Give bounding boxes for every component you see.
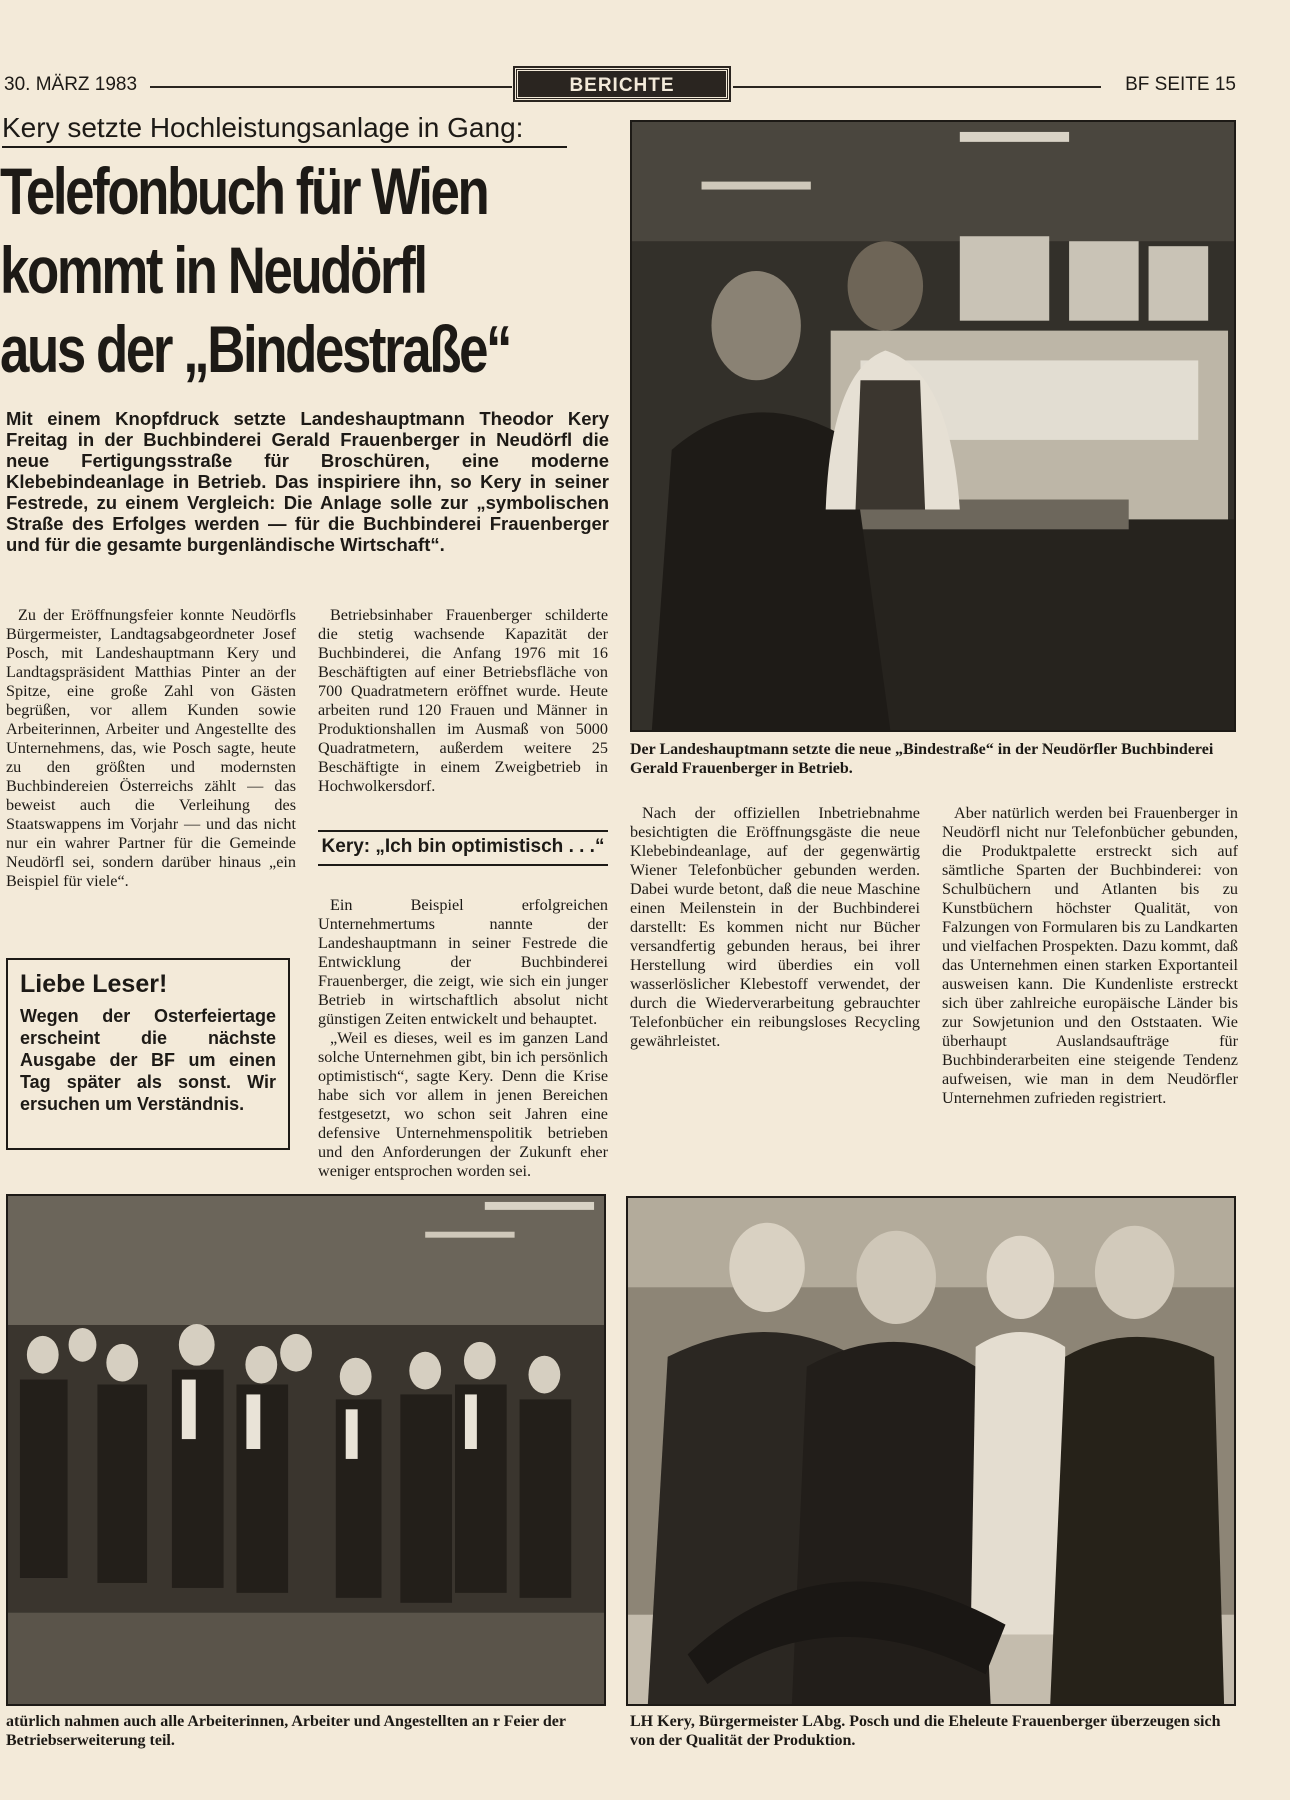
caption-photo-1: Der Landeshauptmann setzte die neue „Bindestraße“ in der Neudörfler Buchbinderei Gerald Frauenberger in Betrieb. (630, 741, 1214, 777)
paragraph: „Weil es dieses, weil es im ganzen Land solche Unternehmen gibt, bin ich persönlich optimistisch“, sagte Kery. Denn die Krise habe sich vor allem in jenen Bereichen festgesetzt, wo schon seit Jahren eine defensive Unternehmenspolitik betrieben und den Anforderungen der Zukunft eher weniger entsprochen worden sei. (318, 1029, 608, 1180)
article-column-4 (942, 804, 1238, 1108)
paragraph: Zu der Eröffnungsfeier konnte Neudörfls Bürgermeister, Landtagsabgeordneter Josef Posch, mit Landeshauptmann Kery und Landtagspräsident Matthias Pinter an der Spitze, eine große Zahl von Gästen begrüßen, vor allem Kunden sowie Arbeiterinnen, Arbeiter und Angestellte des Unternehmens, das, wie Posch sagte, heute zu den größten und modernsten Buchbindereien Österreichs zählt — das beweist auch die Verleihung des Staatswappens im Vorjahr — und das nicht nur ein wahrer Partner für die Gemeinde Neudörfl sei, sondern darüber hinaus „ein Beispiel für viele“. (6, 606, 296, 890)
article-lead: Mit einem Knopfdruck setzte Landeshauptmann Theodor Kery Freitag in der Buchbinderei Gerald Frauenberger in Neudörfl die neue Fertigungsstraße für Broschüren, eine moderne Klebebindeanlage in Betrieb. Das inspiriere ihn, so Kery in seiner Festrede, zu einem Vergleich: Die Anlage solle zur „symbolischen Straße des Erfolges werden — für die Buchbinderei Frauenberger und für die gesamte burgenländische Wirtschaft“. (6, 408, 609, 555)
article-column-2b (318, 896, 608, 1181)
article-column-2 (318, 606, 608, 796)
paragraph: Betriebsinhaber Frauenberger schilderte die stetig wachsende Kapazität der Buchbinderei, die Anfang 1976 mit 16 Beschäftigten auf einer Betriebsfläche von 700 Quadratmetern eröffnet wurde. Heute arbeiten rund 120 Frauen und Männer in Produktionshallen im Ausmaß von 5000 Quadratmetern, außerdem weitere 25 Beschäftigte in einem Zweigbetrieb in Hochwolkersdorf. (318, 606, 608, 795)
paragraph: Aber natürlich werden bei Frauenberger in Neudörfl nicht nur Telefonbücher gebunden, die Produktpalette erstreckt sich auf sämtliche Sparten der Buchbinderei: von Schulbüchern und Atlanten bis zu Kunstbüchern höchster Qualität, von Falzungen von Formularen bis zu Landkarten und vielfachen Prospekten. Dazu kommt, daß das Unternehmen einen starken Exportanteil ausweisen kann. Die Kundenliste erstreckt sich über zahlreiche europäische Länder bis zur Sowjetunion und den Oststaaten. Wie überhaupt Auslandsaufträge für Buchbinderarbeiten eine steigende Tendenz aufweisen, wie man in dem Neudörfler Unternehmen zufrieden registriert. (942, 804, 1238, 1107)
article-column-1 (6, 606, 296, 891)
issue-date: 30. MÄRZ 1983 (4, 74, 138, 95)
article-column-3 (630, 804, 920, 1051)
photo-machine-hall-image (632, 122, 1234, 730)
notice-body: Wegen der Osterfeiertage erscheint die nächste Ausgabe der BF um einen Tag später als sonst. Wir ersuchen um Verständnis. (20, 1006, 276, 1114)
paragraph: Ein Beispiel erfolgreichen Unternehmertums nannte der Landeshauptmann in seiner Festrede die Entwicklung der Buchbinderei Frauenberger, die zeigt, wie sich ein junger Betrieb in wirtschaftlich absolut nicht günstigen Zeiten entwickelt und behauptet. (318, 896, 608, 1028)
subheading: Kery: „Ich bin optimistisch . . .“ (318, 830, 608, 866)
caption-photo-3: LH Kery, Bürgermeister LAbg. Posch und die Eheleute Frauenberger überzeugen sich von der Qualität der Produktion. (630, 1713, 1221, 1749)
photo-machine-hall (630, 120, 1236, 732)
reader-notice-box (6, 958, 290, 1150)
caption-photo-2: atürlich nahmen auch alle Arbeiterinnen, Arbeiter und Angestellten an r Feier der Betriebserweiterung teil. (6, 1713, 566, 1749)
photo-workers (6, 1194, 606, 1706)
photo-workers-image (8, 1196, 604, 1704)
article-headline (0, 152, 511, 389)
notice-title: Liebe Leser! (20, 970, 168, 998)
headline-line: Telefonbuch für Wien (0, 154, 488, 228)
header-rule-right (733, 86, 1101, 88)
page-number: BF SEITE 15 (1125, 74, 1236, 95)
header-rule-left (150, 86, 512, 88)
headline-line: aus der „Bindestraße“ (0, 312, 511, 386)
section-label: BERICHTE (515, 68, 729, 100)
headline-line: kommt in Neudörfl (0, 233, 426, 307)
photo-dignitaries-image (628, 1198, 1234, 1704)
paragraph: Nach der offiziellen Inbetriebnahme besichtigten die Eröffnungsgäste die neue Klebebindeanlage, auf der gegenwärtig Wiener Telefonbücher gebunden werden. Dabei wurde betont, daß die neue Maschine einen Meilenstein in der Buchbinderei darstellt: Es kommen nicht nur Bücher versandfertig gebunden heraus, bei ihrer Herstellung wird überdies ein voll wasserlöslicher Klebestoff verwendet, der durch die Wiederverarbeitung gebrauchter Telefonbücher ein reibungsloses Recycling gewährleistet. (630, 804, 920, 1050)
photo-dignitaries (626, 1196, 1236, 1706)
article-kicker: Kery setzte Hochleistungsanlage in Gang: (2, 112, 567, 148)
